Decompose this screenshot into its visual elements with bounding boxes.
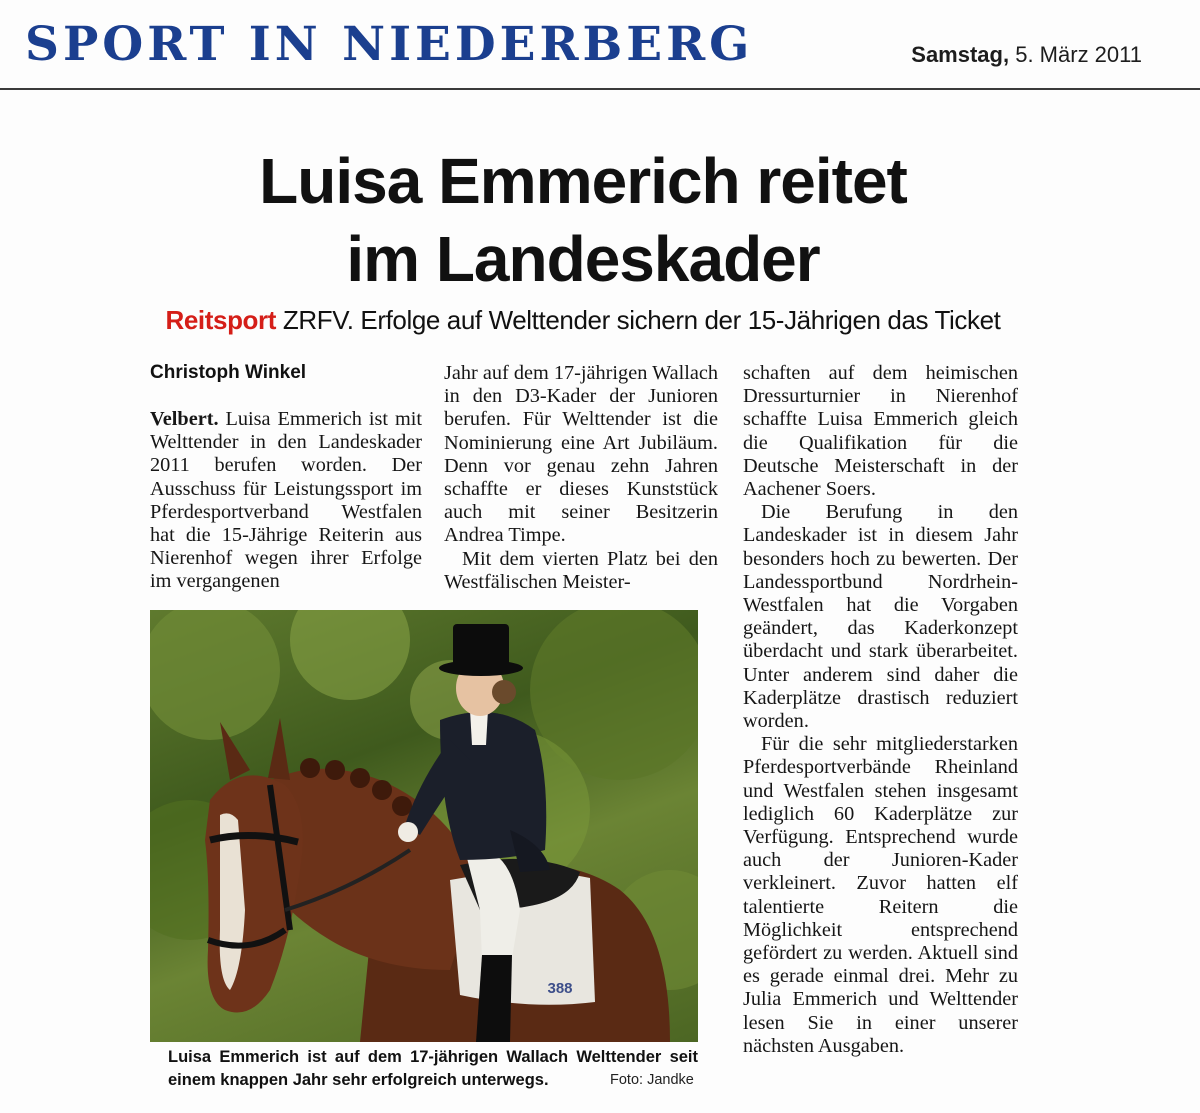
issue-date	[911, 42, 1142, 68]
rider-on-horse-illustration	[150, 610, 698, 1042]
column-3-paragraph-2: Die Berufung in den Landeskader ist in diesem Jahr besonders hoch zu bewerten. Der Landessportbund Nordrhein-Westfalen hat die Vorgaben geändert, das Kaderkonzept überdacht und stark überarbeitet. Unter anderem sind daher die Kaderplätze drastisch reduziert worden.	[743, 501, 1018, 733]
subline-text: ZRFV. Erfolge auf Welttender sichern der 15-Jährigen das Ticket	[282, 305, 1001, 335]
rubric-label: Reitsport	[165, 305, 277, 335]
article-headline	[0, 142, 1166, 298]
article-column-2	[444, 362, 718, 594]
article-column-1	[150, 408, 422, 598]
dateline: Velbert.	[150, 408, 219, 430]
photo-caption-line-1: Luisa Emmerich ist auf dem 17-jährigen Wallach Welttender seit	[168, 1048, 698, 1066]
author-byline: Christoph Winkel	[150, 362, 307, 383]
rider-photo	[150, 610, 698, 1042]
column-1-text: Luisa Emmerich ist mit Welttender in den Landeskader 2011 berufen worden. Der Ausschuss für Leistungssport im Pferdesportverband Westfalen hat die 15-Jährige Reiterin aus Nierenhof wegen ihrer Erfolge im vergangenen	[150, 408, 422, 593]
headline-line-1: Luisa Emmerich reitet	[259, 145, 907, 217]
photo-credit: Foto: Jandke	[610, 1072, 694, 1088]
header-divider	[0, 88, 1200, 90]
section-title: SPORT IN NIEDERBERG	[25, 17, 754, 72]
saddle-pad-number: 388	[547, 980, 573, 997]
headline-line-2: im Landeskader	[346, 223, 820, 295]
column-2-paragraph-2: Mit dem vierten Platz bei den Westfälischen Meister-	[444, 547, 718, 593]
issue-day-month-year: 5. März 2011	[1015, 42, 1142, 67]
article-column-3	[743, 362, 1018, 1092]
column-2-paragraph-1: Jahr auf dem 17-jährigen Wallach in den D3-Kader der Junioren berufen. Für Welttender ist die Nominierung eine Art Jubiläum. Denn vor genau zehn Jahren schaffte er dieses Kunststück auch mit seiner Besitzerin Andrea Timpe.	[444, 362, 718, 547]
photo-caption-line-2: einem knappen Jahr sehr erfolgreich unterwegs.	[168, 1071, 549, 1089]
article-subline	[0, 302, 1166, 338]
column-3-paragraph-1: schaften auf dem heimischen Dressurturnier in Nierenhof schaffte Luisa Emmerich gleich die Qualifikation für die Deutsche Meisterschaft in der Aachener Soers.	[743, 362, 1018, 501]
column-3-paragraph-3: Für die sehr mitgliederstarken Pferdesportverbände Rheinland und Westfalen stehen insgesamt lediglich 60 Kaderplätze zur Verfügung. Entsprechend wurde auch der Junioren-Kader verkleinert. Zuvor hatten elf talentierte Reitern die Möglichkeit entsprechend gefördert zu werden. Aktuell sind es gerade einmal drei. Mehr zu Julia Emmerich und Welttender lesen Sie in einer unserer nächsten Ausgaben.	[743, 733, 1018, 1057]
issue-weekday: Samstag,	[911, 42, 1010, 67]
